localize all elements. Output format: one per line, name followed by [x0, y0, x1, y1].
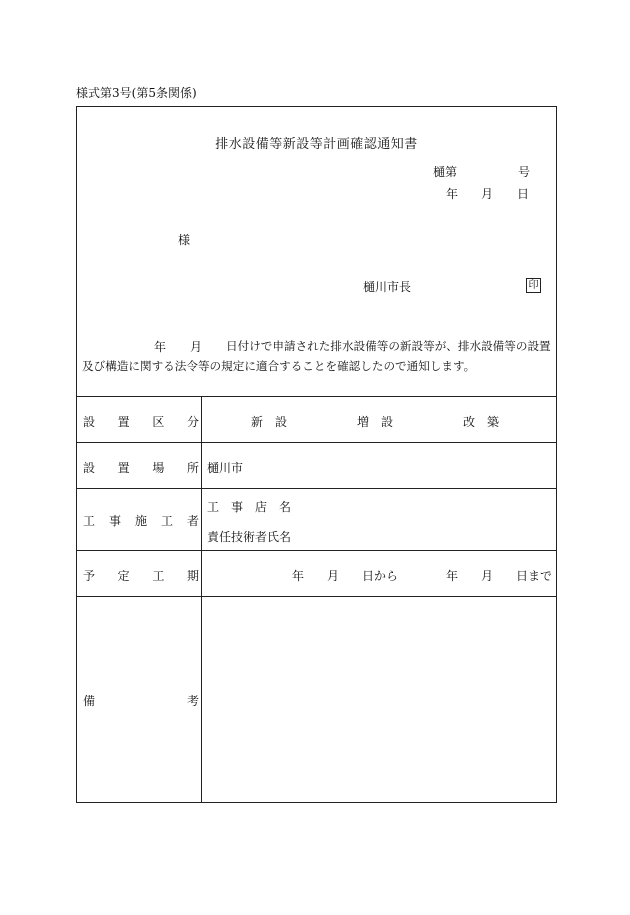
schedule-year-start: 年 — [292, 569, 305, 583]
body-year: 年 — [154, 340, 167, 354]
row-divider — [77, 442, 556, 443]
contractor-label — [83, 512, 199, 529]
doc-number-prefix: 樋第 — [433, 165, 458, 179]
label-char: 置 — [117, 461, 130, 475]
schedule-label — [83, 567, 199, 584]
seal-mark: 印 — [526, 278, 541, 293]
label-char: 場 — [152, 461, 165, 475]
label-char: 定 — [117, 569, 130, 583]
label-char: 備 — [83, 694, 96, 708]
body-text-line2: 及び構造に関する法令等の規定に適合することを確認したので通知します。 — [82, 359, 476, 373]
body-month: 月 — [190, 340, 203, 354]
label-char: 区 — [152, 415, 165, 429]
label-char: 事 — [108, 514, 121, 528]
row-divider — [77, 488, 556, 489]
schedule-day-start: 日から — [362, 569, 399, 583]
label-char: 所 — [186, 461, 199, 475]
label-char: 設 — [83, 415, 96, 429]
contractor-company: 工 事 店 名 — [207, 500, 292, 514]
location-value: 樋川市 — [207, 461, 244, 475]
location-label — [83, 459, 199, 476]
label-char: 者 — [186, 514, 199, 528]
label-char: 工 — [83, 514, 96, 528]
schedule-month-start: 月 — [327, 569, 340, 583]
label-char: 期 — [186, 569, 199, 583]
label-char: 予 — [83, 569, 96, 583]
remarks-field — [202, 597, 557, 802]
notification-form — [76, 106, 557, 803]
table-top-border — [77, 396, 556, 397]
category-label — [83, 413, 199, 430]
label-char: 設 — [83, 461, 96, 475]
form-number-label: 様式第3号(第5条関係) — [76, 86, 197, 100]
option-new: 新 設 — [251, 415, 288, 429]
issuer-name: 樋川市長 — [363, 280, 412, 294]
label-char: 工 — [152, 569, 165, 583]
schedule-month-end: 月 — [481, 569, 494, 583]
date-day: 日 — [517, 187, 530, 201]
contractor-engineer: 責任技術者氏名 — [207, 530, 292, 544]
option-expansion: 増 設 — [357, 415, 394, 429]
option-renovation: 改 築 — [463, 415, 500, 429]
label-char: 置 — [117, 415, 130, 429]
body-text-line1: 日付けで申請された排水設備等の新設等が、排水設備等の設置 — [226, 339, 551, 353]
date-year: 年 — [446, 187, 459, 201]
remarks-label — [83, 692, 199, 709]
doc-number-suffix: 号 — [518, 165, 531, 179]
document-title: 排水設備等新設等計画確認通知書 — [215, 137, 418, 152]
date-month: 月 — [481, 187, 494, 201]
label-char: 施 — [134, 514, 147, 528]
label-char: 工 — [160, 514, 173, 528]
label-char: 考 — [186, 694, 199, 708]
row-divider — [77, 550, 556, 551]
schedule-year-end: 年 — [446, 569, 459, 583]
schedule-day-end: 日まで — [516, 569, 553, 583]
addressee-suffix: 様 — [178, 233, 191, 247]
label-char: 分 — [186, 415, 199, 429]
